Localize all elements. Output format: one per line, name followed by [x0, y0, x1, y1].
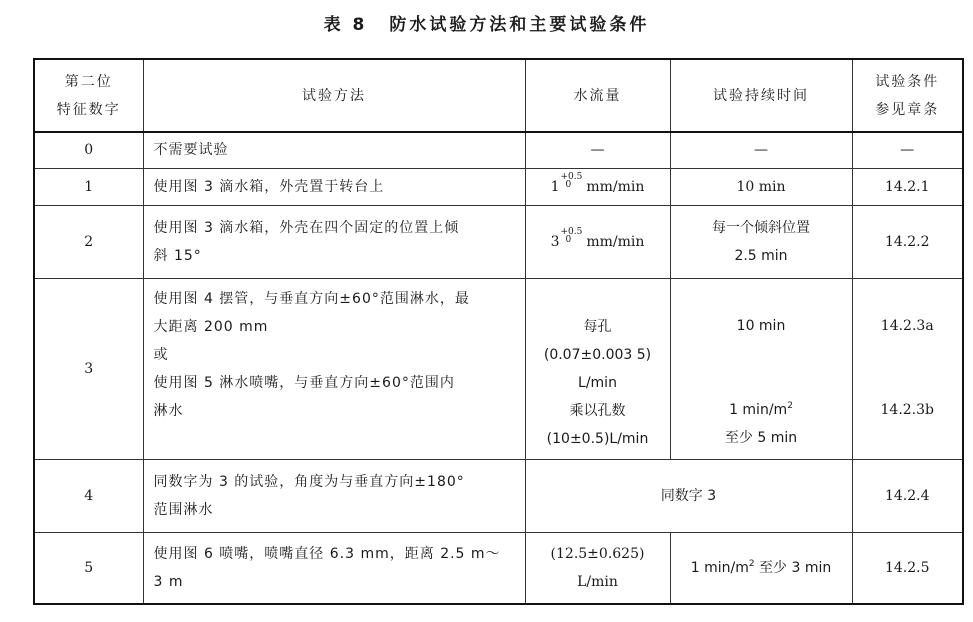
- header-clause: 试验条件 参见章条: [852, 59, 963, 132]
- flow-cell: 每孔 (0.07±0.003 5) L/min 乘以孔数 (10±0.5)L/min: [525, 278, 670, 459]
- clause-cell: 14.2.4: [852, 459, 963, 532]
- flow-cell: (12.5±0.625) L/min: [525, 532, 670, 604]
- header-digit: 第二位 特征数字: [34, 59, 143, 132]
- duration-cell: —: [670, 132, 852, 168]
- table-row: [34, 205, 963, 278]
- duration-a: 10 min: [736, 317, 786, 334]
- duration-cell: 每一个倾斜位置 2.5 min: [670, 205, 852, 278]
- method-cell: 使用图 3 滴水箱，外壳置于转台上: [143, 168, 525, 205]
- digit-cell: 1: [34, 168, 143, 205]
- clause-a: 14.2.3a: [880, 317, 934, 334]
- flow-cell: 1 +0.5 0 mm/min: [525, 168, 670, 205]
- digit-cell: 5: [34, 532, 143, 604]
- duration-cell: 1 $\min/m^2$ 至少 3 min: [670, 532, 852, 604]
- clause-cell: 14.2.5: [852, 532, 963, 604]
- method-cell: 使用图 3 滴水箱，外壳在四个固定的位置上倾 斜 15°: [143, 205, 525, 278]
- table-row: [34, 278, 963, 459]
- flow-cell: —: [525, 132, 670, 168]
- table-row: [34, 132, 963, 168]
- flow-cell: 3 +0.5 0 mm/min: [525, 205, 670, 278]
- table-title: 防水试验方法和主要试验条件: [389, 15, 650, 35]
- header-method: 试验方法: [143, 59, 525, 132]
- waterproof-test-table: [33, 58, 964, 605]
- duration-cell: 10 min: [670, 168, 852, 205]
- tolerance: +0.5 0: [560, 226, 583, 245]
- method-cell: 同数字为 3 的试验，角度为与垂直方向±180° 范围淋水: [143, 459, 525, 532]
- method-cell: 使用图 4 摆管，与垂直方向±60°范围淋水，最 大距离 200 mm 或 使用图 5 淋水喷嘴，与垂直方向±60°范围内 淋水: [143, 278, 525, 459]
- digit-cell: 4: [34, 459, 143, 532]
- duration-b: 1 $\min/m^2$: [729, 400, 793, 418]
- table-caption: [0, 10, 973, 35]
- clause-cell: 14.2.1: [852, 168, 963, 205]
- method-cell: 使用图 6 喷嘴，喷嘴直径 6.3 mm，距离 2.5 m～ 3 m: [143, 532, 525, 604]
- digit-cell: 0: [34, 132, 143, 168]
- clause-cell: —: [852, 132, 963, 168]
- digit-cell: 3: [34, 278, 143, 459]
- flow-duration-merged-cell: 同数字 3: [525, 459, 852, 532]
- digit-cell: 2: [34, 205, 143, 278]
- clause-cell: 14.2.2: [852, 205, 963, 278]
- table-number: 表 8: [323, 15, 368, 35]
- duration-cell: 10 min 1 $\min/m^2$ 至少 5 min: [670, 278, 852, 459]
- method-cell: 不需要试验: [143, 132, 525, 168]
- header-flow: 水流量: [525, 59, 670, 132]
- table-row: [34, 168, 963, 205]
- table-row: [34, 459, 963, 532]
- tolerance: +0.5 0: [560, 171, 583, 190]
- header-duration: 试验持续时间: [670, 59, 852, 132]
- clause-b: 14.2.3b: [880, 401, 934, 418]
- header-row: [34, 59, 963, 132]
- clause-cell: [852, 278, 963, 459]
- table-row: [34, 532, 963, 604]
